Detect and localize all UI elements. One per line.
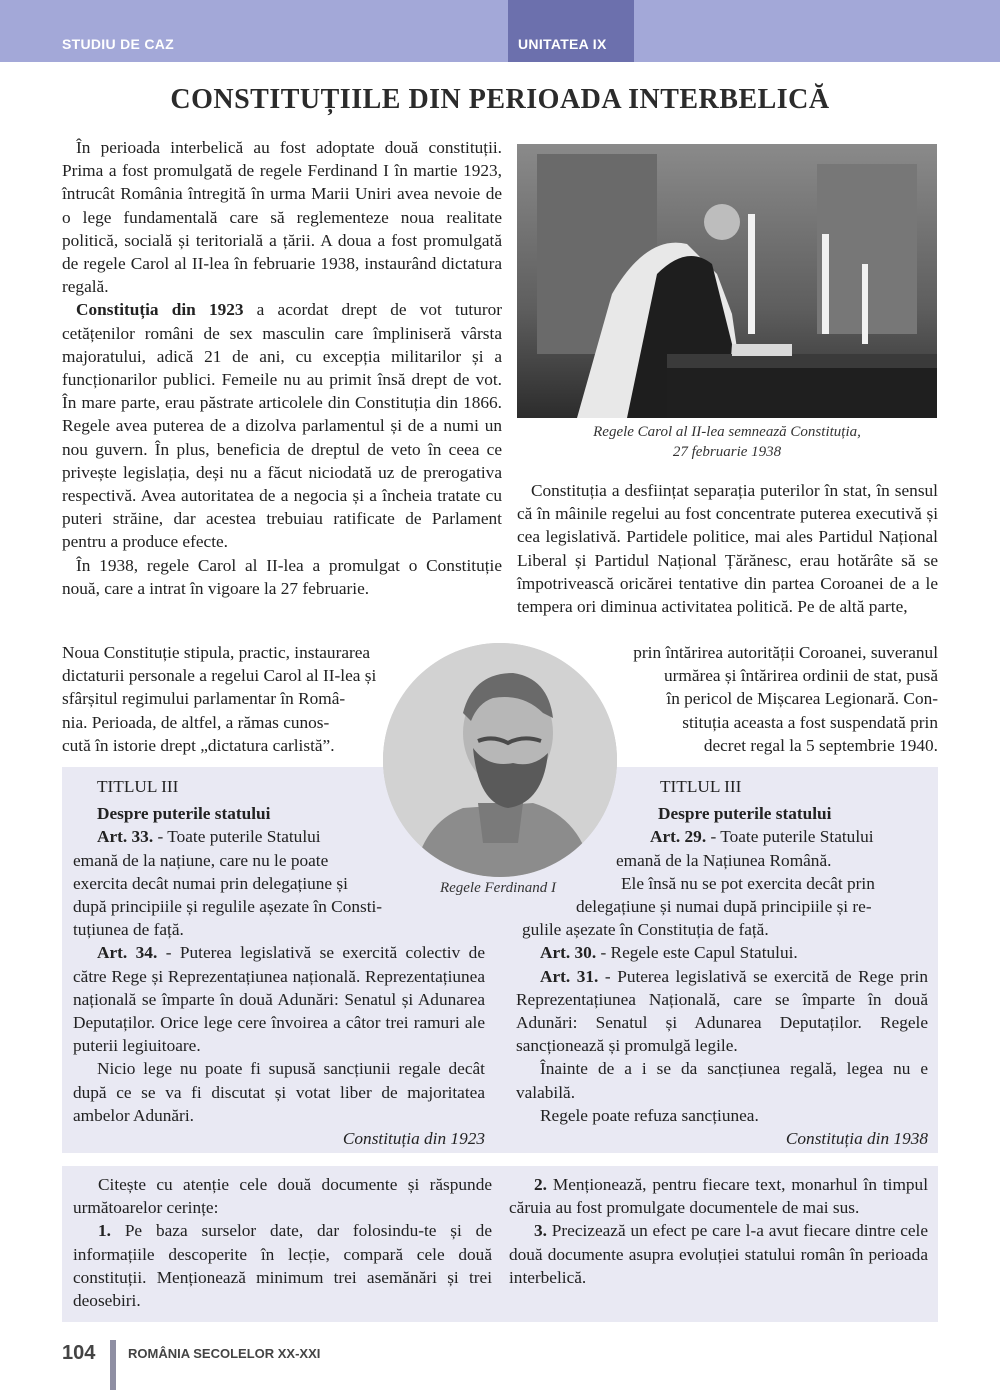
doc-1938 [516,775,928,1150]
art-31-label: Art. 31. [540,966,599,986]
doc-1938-heading: TITLUL III [660,777,742,796]
doc-1938-sanction: Înainte de a i se da sancțiunea regală, legea nu e valabilă. [516,1059,928,1102]
doc-1938-art29-line: emană de la Națiunea Română. [616,850,832,870]
doc-1938-art29-line: delegațiune și numai după principiile și re- [576,897,872,917]
tasks-right [509,1173,928,1289]
doc-1938-art30 [516,941,928,964]
doc-1938-art29-line: Ele însă nu se pot exercita decât prin [621,873,875,893]
page-number: 104 [62,1342,96,1364]
doc-1923-sanction: Nicio lege nu poate fi supusă sancțiunii regale decât după ce se va fi discutat și votat liber de majoritatea ambelor Adunări. [73,1059,485,1125]
task-2-text: Menționează, pentru fiecare text, monarhul în timpul căruia au fost promulgate documentele de mai sus. [509,1175,928,1218]
doc-1923-art33-line: emană de la națiune, care nu le poate [73,850,329,870]
footer-divider [110,1340,116,1390]
task-2-number: 2. [534,1175,547,1194]
intro-paragraph: În perioada interbelică au fost adoptate două constituții. Prima a fost promulgată de regele Ferdinand I în martie 1923, întrucât România întregită în urma Marii Uniri avea nevoie de o lege fundamentală care să reglementeze noua realitate politică, socială și teritorială a țării. A doua a fost promulgată de regele Carol al II-lea în februarie 1938, instaurând dictatura regală. [62,138,502,297]
constitution-1923-term: Constituția din 1923 [76,300,244,320]
doc-1923-art33-line: exercita decât numai prin delegațiune și [73,873,348,893]
caption-line: 27 februarie 1938 [672,444,782,460]
page-title: CONSTITUȚIILE DIN PERIOADA INTERBELICĂ [170,84,830,115]
text-line: prin întărirea autorității Coroanei, suveranul [633,643,938,662]
task-1-number: 1. [98,1221,111,1241]
caption-line: Regele Carol al II-lea semnează Constituția, [593,424,861,440]
constitution-1938-paragraph: Constituția a desființat separația puterilor în stat, în sensul că în mâinile regelui au fost concentrate puterea executivă și cea legislativă. Partidele politice, mai ales Partidul Național Liberal și Partidul Național Țărănesc, erau hotărâte să se împotrivească oricărei tentative din partea Coroanei de a le tempera ori diminua activitatea politică. Pe de altă parte, [517,481,938,617]
doc-1923 [73,775,485,1150]
task-2 [509,1173,928,1219]
doc-1923-art33-line: după principiile și regulile așezate în Consti- [73,897,383,917]
task-3-text: Precizează un efect pe care l-a avut fiecare dintre cele două documente asupra evoluției statului român în perioada interbelică. [509,1221,928,1287]
task-1-text: Pe baza surselor date, dar folosindu-te și de informațiile descoperite în lecție, compară cele două constituții. Menționează minimum trei asemănări și trei deosebiri. [73,1221,492,1311]
text-line: dictaturii personale a regelui Carol al II-lea și [62,666,377,686]
art-34-label: Art. 34. [97,943,158,963]
photo-carol-caption [517,422,937,462]
doc-1923-art33-line [73,825,485,848]
constitution-1923-paragraph [62,298,502,553]
text-line: decret regal la 5 septembrie 1940. [703,735,938,755]
art-30-label: Art. 30. [540,943,597,963]
task-1 [73,1219,492,1312]
constitution-1938-intro: În 1938, regele Carol al II-lea a promulgat o Constituție nouă, care a intrat în vigoare la 27 februarie. [62,555,502,598]
task-3 [509,1219,928,1289]
art-33-text: - Toate puterile Statului [153,827,321,847]
photo-carol-signing [517,144,937,418]
art-33-label: Art. 33. [97,827,154,847]
art-29-label: Art. 29. [650,827,707,847]
doc-1923-subheading: Despre puterile statului [97,804,271,824]
header-unit-tab [508,0,634,62]
doc-1938-art31 [516,965,928,1058]
header-bar [0,0,1000,62]
right-column-text [517,479,938,618]
section-label: STUDIU DE CAZ [62,36,175,52]
text-line: Noua Constituție stipula, practic, instaurarea [62,643,371,662]
doc-1938-subheading: Despre puterile statului [658,804,832,824]
doc-1938-source: Constituția din 1938 [785,1129,928,1149]
tasks-left [73,1173,492,1312]
doc-1923-heading: TITLUL III [97,777,179,796]
left-column-text [62,136,502,600]
unit-label: UNITATEA IX [518,36,607,52]
task-3-number: 3. [534,1221,547,1241]
doc-1938-refuse: Regele poate refuza sancțiunea. [540,1105,759,1125]
art-31-text: - Puterea legislativă se exercită de Rege prin Reprezentațiunea Națională, care se împarte în două Adunări: Senatul și Adunarea Deputaților. Regele sancționează și promulgă legile. [516,966,929,1056]
portrait-ferdinand-caption: Regele Ferdinand I [439,880,557,896]
right-column-wrapped-lines [576,641,938,757]
text-line: urmărea și întărirea ordinii de stat, pusă [663,666,938,686]
text-line: în pericol de Mișcarea Legionară. Con- [666,689,938,709]
constitution-1923-text: a acordat drept de vot tuturor cetățenilor români de sex masculin care împliniseră vârsta majoratului, adică 21 de ani, cu excepția militarilor și a funcționarilor publici. Femeile nu au primit însă drept de vot. În mare parte, erau păstrate articolele din Constituția din 1866. Regele avea puterea de a dizolva parlamentul și de a numi un nou guvern. În plus, beneficia de dreptul de veto în ceea ce privește legislația, deși nu a făcut niciodată uz de prerogativa respectivă. Avea autoritatea de a negocia și a încheia tratate cu puteri străine, dar acestea trebuiau ratificate de Parlament pentru a produce efecte. [62,300,502,552]
doc-1923-source: Constituția din 1923 [342,1129,485,1149]
doc-1938-art29-line: gulile așezate în Constituția de față. [522,920,769,940]
text-line: stituția aceasta a fost suspendată prin [682,712,938,732]
doc-1938-art29-line [516,825,928,848]
photo-carol-illustration [517,144,937,418]
art-34-text: - Puterea legislativă se exercită colectiv de către Rege și Reprezentațiunea națională. Reprezentațiunea națională se împarte în două Adunări: Senatul și Adunarea Deputaților. Orice lege cere învoirea a câtor trei ramuri ale puterii legiuitoare. [73,943,485,1056]
doc-1923-art33-line: tuțiunea de față. [73,920,184,940]
book-title: ROMÂNIA SECOLELOR XX-XXI [128,1346,321,1361]
tasks-intro: Citește cu atenție cele două documente și răspunde următoarelor cerințe: [73,1175,492,1218]
text-line: cută în istorie drept „dictatura carlistă”. [62,735,335,755]
art-29-text: - Toate puterile Statului [706,827,874,847]
doc-1923-art34 [73,941,485,1057]
art-30-text: - Regele este Capul Statului. [596,943,798,963]
text-line: sfârșitul regimului parlamentar în Româ- [62,689,346,709]
text-line: nia. Perioada, de altfel, a rămas cunos- [62,712,330,732]
